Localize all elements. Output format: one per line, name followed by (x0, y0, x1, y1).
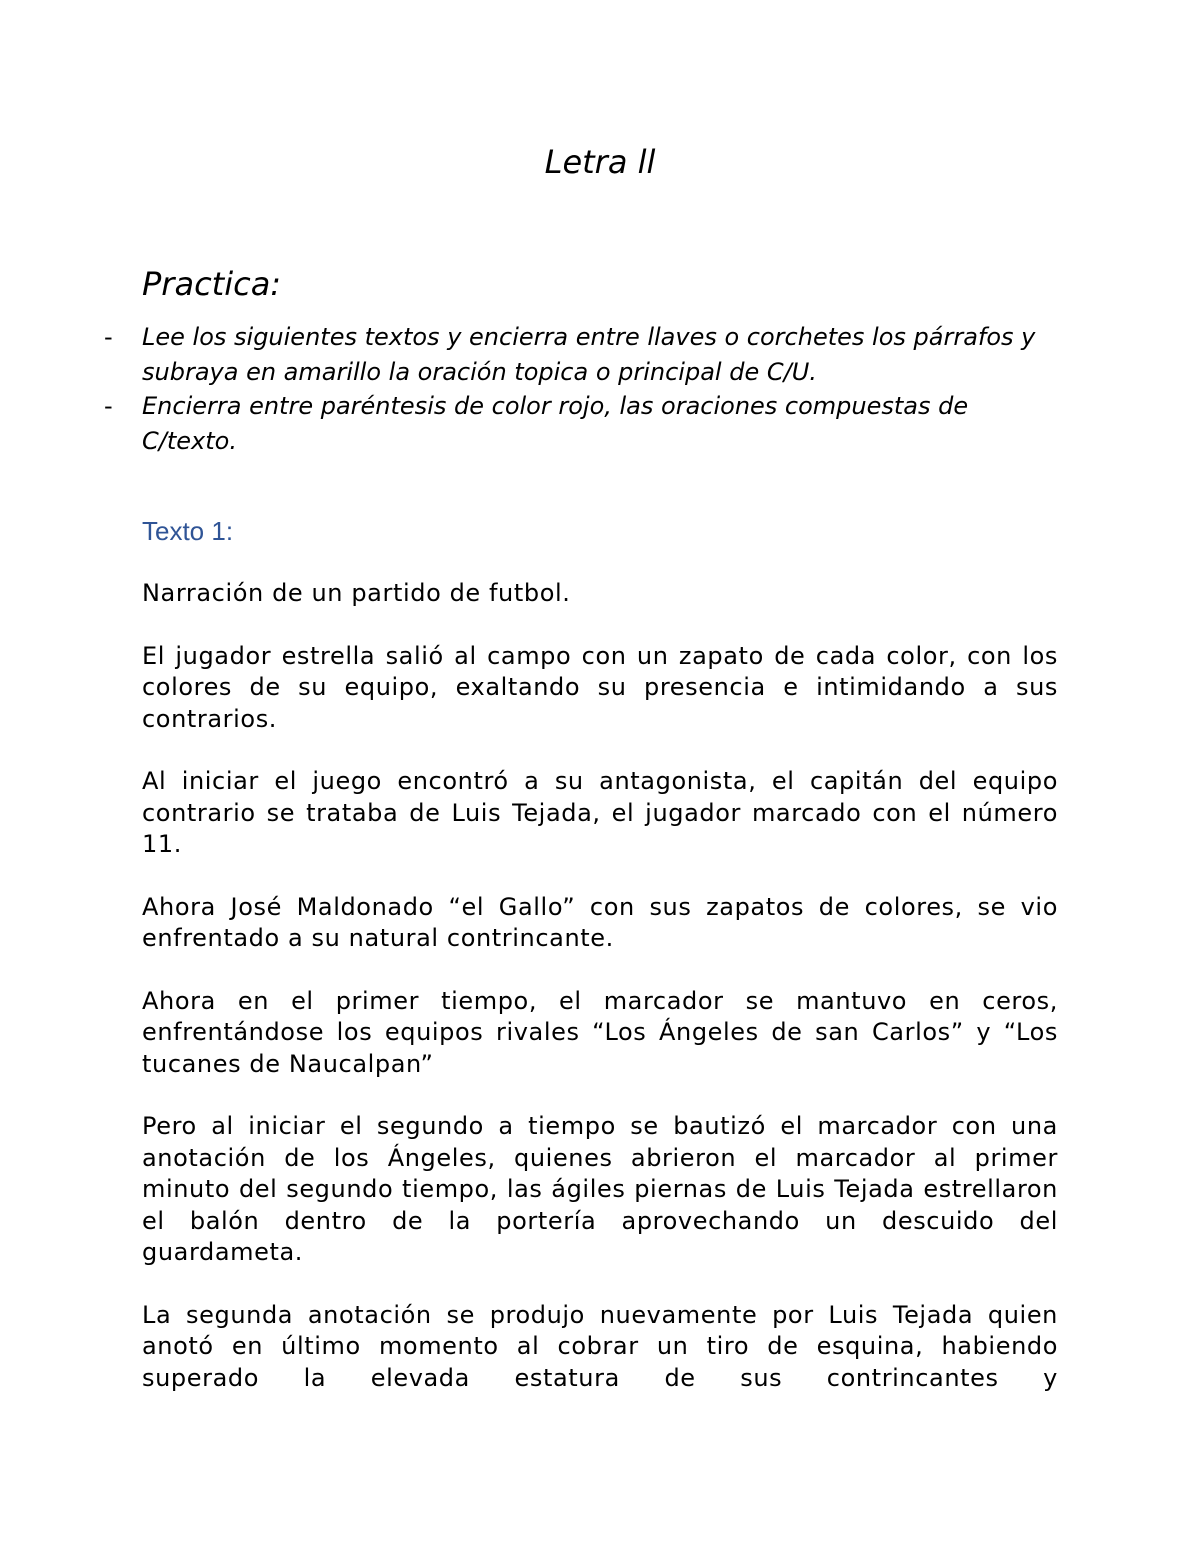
instruction-list (0, 320, 1200, 458)
texto-heading: Texto 1: (142, 516, 234, 546)
paragraph: La segunda anotación se produjo nuevamente por Luis Tejada quien anotó en último momento al cobrar un tiro de esquina, habiendo superado la elevada estatura de sus contrincantes y (142, 1300, 1058, 1392)
bullet-dash: - (104, 323, 113, 351)
instruction-text: Lee los siguientes textos y encierra entre llaves o corchetes los párrafos y subraya en amarillo la oración topica o principal de C/U. (142, 323, 1036, 386)
document-title: Letra ll (544, 143, 656, 181)
body-text (142, 578, 1058, 1425)
bullet-dash: - (104, 392, 113, 420)
instruction-item (0, 389, 1062, 458)
paragraph: El jugador estrella salió al campo con un zapato de cada color, con los colores de su equipo, exaltando su presencia e intimidando a sus contrarios. (142, 641, 1058, 733)
paragraph: Ahora en el primer tiempo, el marcador se mantuvo en ceros, enfrentándose los equipos rivales “Los Ángeles de san Carlos” y “Los tucanes de Naucalpan” (142, 986, 1058, 1078)
paragraph: Pero al iniciar el segundo a tiempo se bautizó el marcador con una anotación de los Ángeles, quienes abrieron el marcador al primer minuto del segundo tiempo, las ágiles piernas de Luis Tejada estrellaron el balón dentro de la portería aprovechando un descuido del guardameta. (142, 1112, 1058, 1266)
instruction-item (0, 320, 1062, 389)
paragraph: Narración de un partido de futbol. (142, 579, 571, 607)
paragraph: Ahora José Maldonado “el Gallo” con sus zapatos de colores, se vio enfrentado a su natural contrincante. (142, 892, 1058, 952)
paragraph: Al iniciar el juego encontró a su antagonista, el capitán del equipo contrario se trataba de Luis Tejada, el jugador marcado con el número 11. (142, 767, 1058, 858)
section-label: Practica: (142, 265, 282, 303)
instruction-text: Encierra entre paréntesis de color rojo, las oraciones compuestas de C/texto. (142, 392, 969, 455)
